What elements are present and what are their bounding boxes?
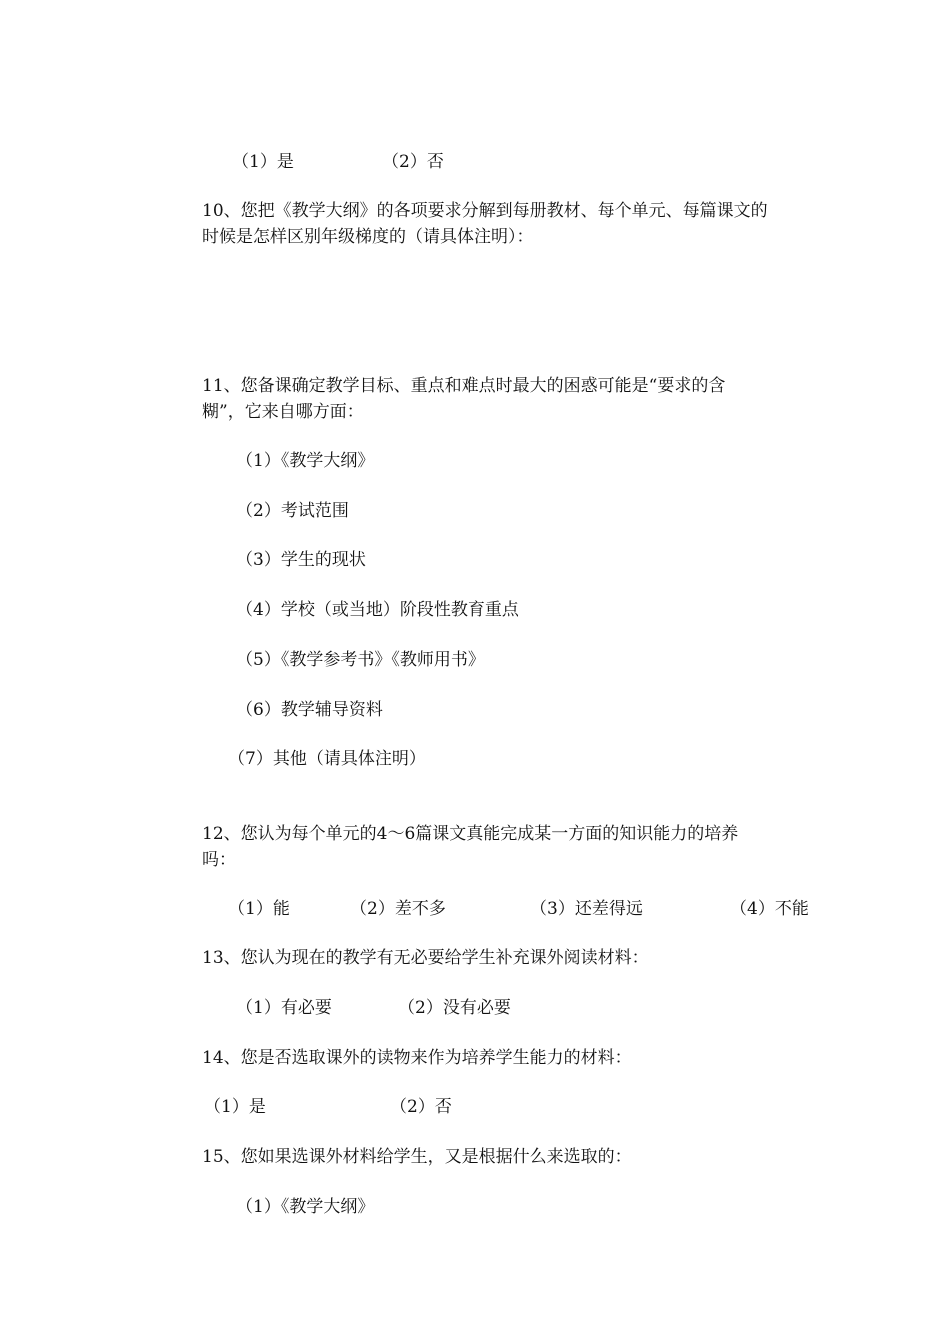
q11-option-2: （2）考试范围 [236, 501, 349, 521]
q9-option-no: （2）否 [382, 152, 444, 172]
q11-option-5: （5）《教学参考书》《教师用书》 [236, 650, 485, 670]
q15-text: 15、您如果选课外材料给学生，又是根据什么来选取的： [202, 1147, 632, 1167]
q12-option-4: （4）不能 [730, 899, 809, 919]
q15-option-1: （1）《教学大纲》 [236, 1197, 375, 1217]
q13-option-1: （1）有必要 [236, 998, 332, 1018]
q11-text-line2: 糊”，它来自哪方面： [202, 402, 364, 422]
q13-option-2: （2）没有必要 [398, 998, 511, 1018]
q14-text: 14、您是否选取课外的读物来作为培养学生能力的材料： [202, 1048, 632, 1068]
q11-option-1: （1）《教学大纲》 [236, 451, 375, 471]
q10-text-line1: 10、您把《教学大纲》的各项要求分解到每册教材、每个单元、每篇课文的 [202, 201, 768, 221]
q11-option-3: （3）学生的现状 [236, 550, 366, 570]
q11-option-7: （7）其他（请具体注明） [228, 749, 426, 769]
q14-option-1: （1）是 [204, 1097, 266, 1117]
q13-text: 13、您认为现在的教学有无必要给学生补充课外阅读材料： [202, 948, 649, 968]
q9-option-yes: （1）是 [232, 152, 294, 172]
q12-option-1: （1）能 [228, 899, 290, 919]
q12-text-line2: 吗： [202, 850, 236, 870]
q12-option-3: （3）还差得远 [530, 899, 643, 919]
q12-text-line1: 12、您认为每个单元的4～6篇课文真能完成某一方面的知识能力的培养 [202, 824, 739, 844]
q11-option-6: （6）教学辅导资料 [236, 700, 383, 720]
q11-text-line1: 11、您备课确定教学目标、重点和难点时最大的困惑可能是“要求的含 [202, 376, 726, 396]
q12-option-2: （2）差不多 [350, 899, 446, 919]
q10-text-line2: 时候是怎样区别年级梯度的（请具体注明）： [202, 227, 534, 247]
q11-option-4: （4）学校（或当地）阶段性教育重点 [236, 600, 519, 620]
q14-option-2: （2）否 [390, 1097, 452, 1117]
